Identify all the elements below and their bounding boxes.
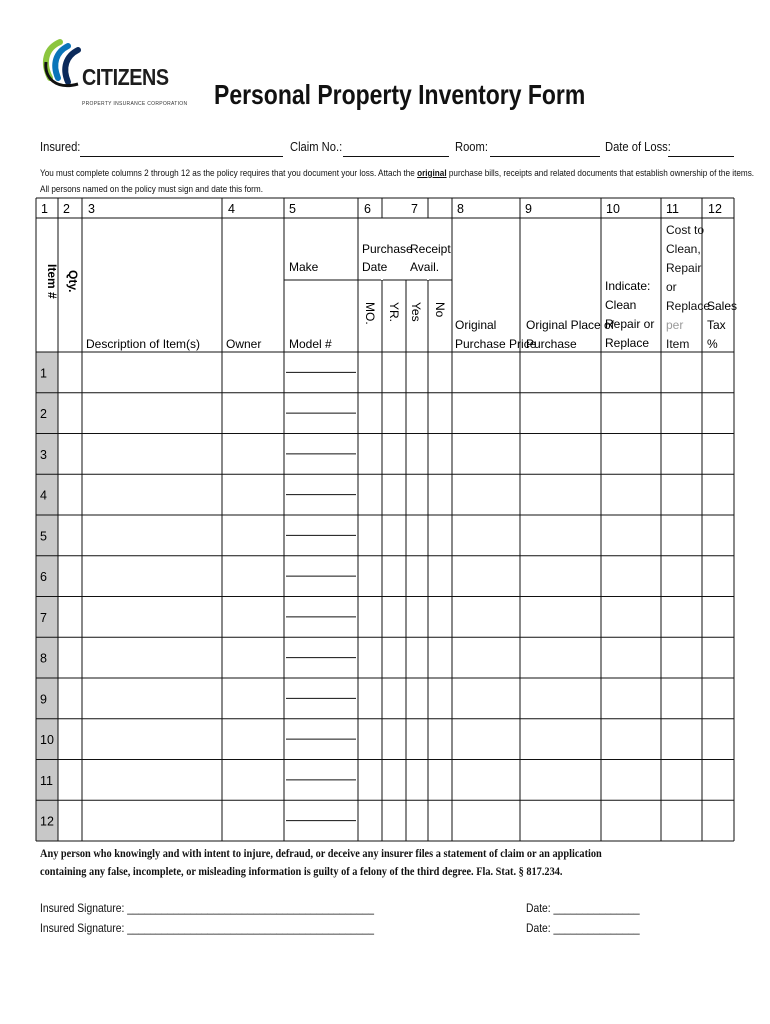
logo-wordmark: CITIZENS bbox=[82, 64, 169, 90]
indicate-header: Indicate: bbox=[605, 279, 651, 293]
row-number-9: 9 bbox=[40, 692, 47, 707]
column-number-4: 4 bbox=[228, 202, 235, 216]
no-header: No bbox=[433, 302, 447, 318]
row-number-4: 4 bbox=[40, 488, 47, 503]
row-number-8: 8 bbox=[40, 651, 47, 666]
cost-header: Repair bbox=[666, 261, 702, 275]
column-number-5: 5 bbox=[289, 202, 296, 216]
cost-header: Item bbox=[666, 337, 690, 351]
signature-date-2[interactable]: Date: _______________ bbox=[526, 921, 640, 935]
fraud-warning-line2: containing any false, incomplete, or misleading information is guilty of a felony of the third degree. Fla. Stat. § 817.234. bbox=[40, 864, 563, 878]
row-number-2: 2 bbox=[40, 407, 47, 422]
yes-header: Yes bbox=[409, 302, 423, 322]
logo-subtitle: PROPERTY INSURANCE CORPORATION bbox=[82, 101, 188, 107]
date-of-loss-label: Date of Loss: bbox=[605, 139, 671, 154]
cost-header: per bbox=[666, 318, 684, 332]
item-header: Item # bbox=[45, 264, 59, 299]
inventory-table bbox=[36, 198, 738, 841]
date-of-loss-field[interactable] bbox=[668, 156, 734, 157]
sales-tax-header: Tax bbox=[707, 318, 726, 332]
claim-no-field[interactable] bbox=[343, 156, 449, 157]
receipt-header: Receipt bbox=[410, 242, 451, 256]
cost-header: or bbox=[666, 280, 677, 294]
instructions-line1: You must complete columns 2 through 12 as the policy requires that you document your loss. Attach the original purchase bills, receipts and related documents that establish ownership of the items. bbox=[40, 168, 755, 179]
insured-field[interactable] bbox=[80, 156, 283, 157]
row-number-7: 7 bbox=[40, 610, 47, 625]
original-price-header: Purchase Price bbox=[455, 337, 537, 351]
original-place-header: Purchase bbox=[526, 337, 577, 351]
indicate-header: Repair or bbox=[605, 317, 655, 331]
row-number-1: 1 bbox=[40, 366, 47, 381]
column-number-12: 12 bbox=[708, 202, 722, 216]
model-header: Model # bbox=[289, 337, 332, 351]
column-number-11: 11 bbox=[666, 202, 679, 216]
sales-tax-header: Sales bbox=[707, 299, 738, 313]
mo-header: MO. bbox=[363, 302, 377, 325]
purchase-date-header: Purchase bbox=[362, 242, 413, 256]
column-number-7: 7 bbox=[411, 202, 418, 216]
cost-header: Cost to bbox=[666, 223, 705, 237]
original-place-header: Original Place of bbox=[526, 318, 615, 332]
indicate-header: Clean bbox=[605, 298, 637, 312]
insured-signature-2[interactable]: Insured Signature: ___________________________________________ bbox=[40, 921, 375, 935]
column-number-3: 3 bbox=[88, 202, 95, 216]
column-number-1: 1 bbox=[41, 202, 48, 216]
row-number-5: 5 bbox=[40, 529, 47, 544]
purchase-date-header: Date bbox=[362, 260, 388, 274]
row-number-12: 12 bbox=[40, 814, 54, 829]
room-field[interactable] bbox=[490, 156, 600, 157]
signature-date-1[interactable]: Date: _______________ bbox=[526, 901, 640, 915]
room-label: Room: bbox=[455, 139, 488, 154]
row-number-11: 11 bbox=[40, 773, 53, 788]
column-number-8: 8 bbox=[457, 202, 464, 216]
owner-header: Owner bbox=[226, 337, 262, 351]
indicate-header: Replace bbox=[605, 336, 650, 350]
insured-label: Insured: bbox=[40, 139, 81, 154]
row-number-3: 3 bbox=[40, 447, 47, 462]
claim-no-label: Claim No.: bbox=[290, 139, 343, 154]
column-number-6: 6 bbox=[364, 202, 371, 216]
cost-header: Replace bbox=[666, 299, 711, 313]
row-number-6: 6 bbox=[40, 570, 47, 585]
cost-header: Clean, bbox=[666, 242, 701, 256]
yr-header: YR. bbox=[387, 302, 401, 323]
instructions-line2: All persons named on the policy must sign and date this form. bbox=[40, 184, 263, 195]
fraud-warning-line1: Any person who knowingly and with intent to injure, defraud, or deceive any insurer files a statement of claim or an application bbox=[40, 846, 602, 860]
column-number-9: 9 bbox=[525, 202, 532, 216]
column-number-10: 10 bbox=[606, 202, 620, 216]
qty-header: Qty. bbox=[66, 270, 80, 293]
insured-signature-1[interactable]: Insured Signature: ___________________________________________ bbox=[40, 901, 375, 915]
sales-tax-header: % bbox=[707, 337, 718, 351]
row-number-10: 10 bbox=[40, 733, 54, 748]
column-number-2: 2 bbox=[63, 202, 70, 216]
description-header: Description of Item(s) bbox=[86, 337, 201, 351]
receipt-header: Avail. bbox=[410, 260, 440, 274]
page-title: Personal Property Inventory Form bbox=[214, 79, 586, 110]
original-price-header: Original bbox=[455, 318, 497, 332]
make-header: Make bbox=[289, 260, 319, 274]
